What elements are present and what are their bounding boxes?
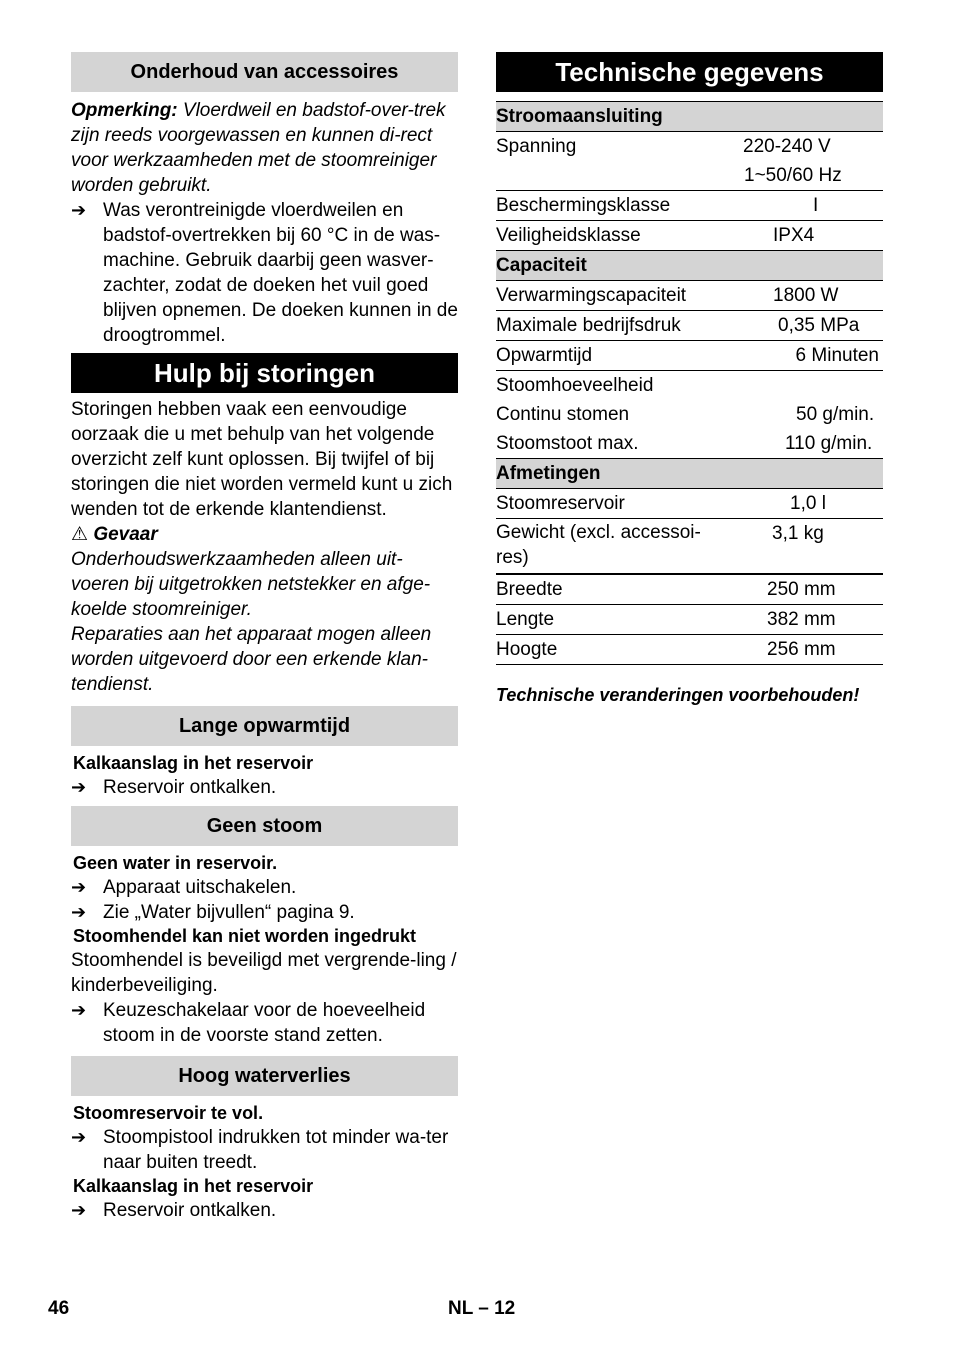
row-label: Spanning [496, 136, 577, 157]
table-row [496, 574, 883, 605]
list-item [71, 198, 458, 348]
right-column [496, 52, 883, 706]
row-value: 110 g/min. [785, 433, 873, 454]
arrow-right-icon: ➔ [71, 777, 87, 797]
cause-heading: Stoomreservoir te vol. [73, 1103, 264, 1123]
list-item-text: Apparaat uitschakelen. [103, 877, 297, 898]
section-title-geen-stoom: Geen stoom [71, 806, 458, 846]
table-row [496, 371, 883, 401]
table-group-header [496, 251, 883, 281]
row-value: 50 g/min. [796, 404, 875, 425]
row-label: Continu stomen [496, 404, 630, 425]
row-value: 256 mm [725, 635, 883, 665]
cause-heading: Kalkaanslag in het reservoir [73, 1176, 314, 1196]
list-item [71, 900, 458, 925]
table-row [496, 281, 883, 311]
list-item-text: Zie „Water bijvullen“ pagina 9. [103, 902, 355, 923]
section-title-opwarmtijd: Lange opwarmtijd [71, 706, 458, 746]
row-value: 6 Minuten [725, 341, 883, 371]
row-label: Veiligheidsklasse [496, 225, 641, 246]
table-row [496, 221, 883, 251]
table-row [496, 341, 883, 371]
table-row [496, 635, 883, 665]
row-label: Breedte [496, 574, 725, 605]
table-row [496, 161, 883, 191]
arrow-right-icon: ➔ [71, 1200, 87, 1220]
row-value: 250 mm [725, 574, 883, 605]
row-value: I [725, 191, 883, 221]
row-value: 1,0 l [725, 489, 883, 519]
table-row [496, 429, 883, 459]
row-label: Hoogte [496, 635, 725, 665]
section-title-storingen: Hulp bij storingen [71, 353, 458, 393]
section-marker: NL – 12 [448, 1298, 516, 1319]
table-row [496, 132, 883, 162]
cause-heading: Stoomhendel kan niet worden ingedrukt [73, 926, 417, 946]
arrow-right-icon: ➔ [71, 1127, 87, 1147]
row-label: Opwarmtijd [496, 341, 725, 371]
note-paragraph [71, 98, 458, 198]
table-row [496, 191, 883, 221]
note-label: Opmerking: [71, 100, 178, 121]
list-item-text: Was verontreinigde vloerdweilen en badstof-overtrekken bij 60 °C in de was-machine. Gebruik daarbij geen wasver-zachter, zodat de doeken het vuil goed blijven opnemen. De doeken kunnen in de droogtrommel. [103, 200, 458, 346]
row-label: Stoomstoot max. [496, 433, 639, 454]
arrow-right-icon: ➔ [71, 200, 87, 220]
left-column [71, 52, 458, 1223]
list-item [71, 775, 458, 800]
list-item [71, 875, 458, 900]
arrow-right-icon: ➔ [71, 1000, 87, 1020]
table-row [496, 400, 883, 429]
cause-heading: Kalkaanslag in het reservoir [73, 753, 314, 773]
list-item [71, 998, 458, 1048]
page-number: 46 [48, 1298, 70, 1319]
row-value: 1800 W [725, 281, 883, 311]
warning-triangle-icon: ⚠ [71, 524, 89, 545]
table-group-header [496, 459, 883, 489]
row-label: Gewicht (excl. accessoi-res) [496, 519, 725, 575]
warning-label: Gevaar [93, 524, 158, 545]
list-item-text: Stoompistool indrukken tot minder wa-ter naar buiten treedt. [103, 1127, 449, 1173]
section-title-technische-gegevens: Technische gegevens [496, 52, 883, 92]
arrow-right-icon: ➔ [71, 877, 87, 897]
group-label: Capaciteit [496, 251, 883, 281]
table-row [496, 519, 883, 575]
row-value: 220-240 V [743, 136, 831, 157]
list-item-text: Reservoir ontkalken. [103, 777, 277, 798]
row-value: 1~50/60 Hz [725, 161, 883, 191]
section-title-accessoires: Onderhoud van accessoires [71, 52, 458, 92]
list-item-text: Reservoir ontkalken. [103, 1200, 277, 1221]
cause-text: Stoomhendel is beveiligd met vergrende-ling / kinderbeveiliging. [71, 950, 457, 996]
row-label: Verwarmingscapaciteit [496, 281, 725, 311]
row-label: Maximale bedrijfsdruk [496, 311, 725, 341]
table-row [496, 311, 883, 341]
warning-text: Onderhoudswerkzaamheden alleen uit-voeren bij uitgetrokken netstekker en afge-koelde stoomreiniger. [71, 549, 431, 620]
list-item-text: Keuzeschakelaar voor de hoeveelheid stoom in de voorste stand zetten. [103, 1000, 426, 1046]
row-label: Stoomreservoir [496, 489, 725, 519]
group-label: Afmetingen [496, 459, 883, 489]
list-item [71, 1125, 458, 1175]
warning-text: Reparaties aan het apparaat mogen alleen worden uitgevoerd door een erkende klan-tendienst. [71, 624, 432, 695]
row-label: Lengte [496, 605, 725, 635]
section-title-waterverlies: Hoog waterverlies [71, 1056, 458, 1096]
arrow-right-icon: ➔ [71, 902, 87, 922]
table-row [496, 605, 883, 635]
table-group-header [496, 102, 883, 132]
row-label: Stoomhoeveelheid [496, 375, 654, 396]
disclaimer: Technische veranderingen voorbehouden! [496, 685, 860, 705]
note-text: Vloerdweil en badstof-over-trek zijn reeds voorgewassen en kunnen di-rect voor werkzaamheden met de stoomreiniger worden gebruikt. [71, 100, 446, 196]
cause-heading: Geen water in reservoir. [73, 853, 278, 873]
row-value: 0,35 MPa [725, 311, 883, 341]
row-label: Beschermingsklasse [496, 191, 725, 221]
storingen-intro: Storingen hebben vaak een eenvoudige oorzaak die u met behulp van het volgende overzicht zelf kunt oplossen. Bij twijfel of bij storingen die niet worden vermeld kunt u zich wenden tot de erkende klantendienst. [71, 399, 453, 520]
warning-heading [71, 522, 458, 547]
table-row [496, 489, 883, 519]
spec-table [496, 101, 883, 665]
list-item [71, 1198, 458, 1223]
row-value: 382 mm [725, 605, 883, 635]
row-value: IPX4 [773, 225, 815, 246]
row-value: 3,1 kg [725, 519, 883, 575]
group-label: Stroomaansluiting [496, 102, 883, 132]
